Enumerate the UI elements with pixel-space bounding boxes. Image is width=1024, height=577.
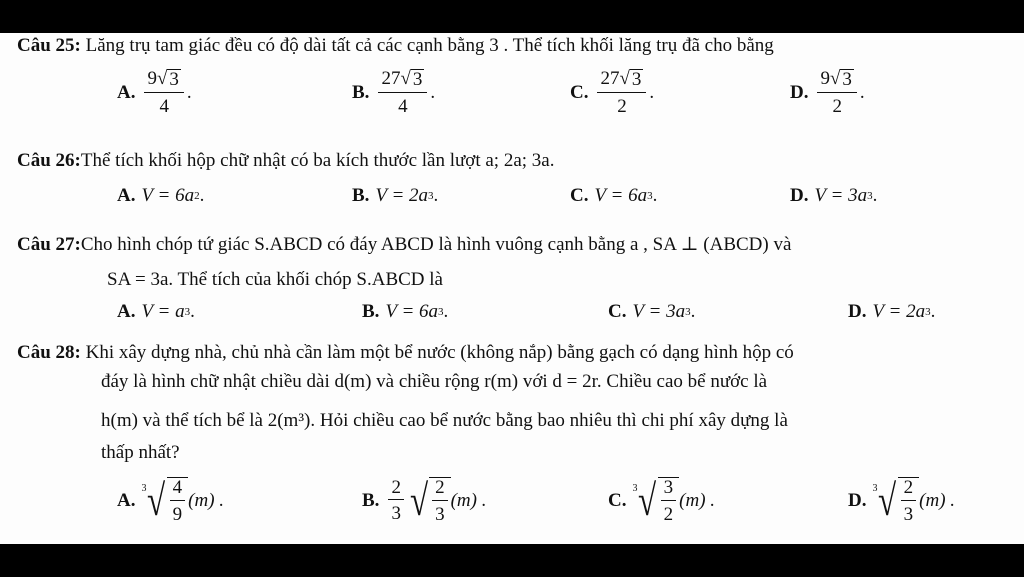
question-number: Câu 25: (17, 35, 81, 56)
q25-option-c[interactable]: C. 27 √ 3 2 . (570, 68, 655, 117)
fraction: 9 √ 3 4 (144, 69, 183, 117)
cube-root: 3 √ $\frac{3}{2}$ (632, 477, 679, 525)
option-label: A. (117, 81, 136, 103)
q27-option-b[interactable]: B. V = 6a 3 . (362, 301, 449, 322)
question-number: Câu 27: (17, 234, 81, 255)
q28-option-b[interactable]: B. $\frac{2}{3}$ √ $\frac{2}{3}$ (m) . (362, 475, 487, 525)
q28-option-a[interactable]: A. 3 √ $\frac{4}{9}$ (m) . (117, 475, 225, 525)
question-28-line2: đáy là hình chữ nhật chiều dài d(m) và chiều rộng r(m) với d = 2r. Chiều cao bể nước là (101, 371, 768, 392)
question-25 (17, 35, 774, 57)
q28-option-d[interactable]: D. 3 √ $\frac{2}{3}$ (m) . (848, 475, 956, 525)
cube-root: 3 √ $\frac{4}{9}$ (141, 477, 188, 525)
document-page (0, 33, 1024, 544)
q26-option-d[interactable]: D. V = 3a 3 . (790, 185, 878, 206)
q26-option-b[interactable]: B. V = 2a 3 . (352, 185, 439, 206)
cube-root: 3 √ $\frac{2}{3}$ (872, 477, 919, 525)
question-number: Câu 28: (17, 342, 81, 363)
q27-option-c[interactable]: C. V = 3a 3 . (608, 301, 696, 322)
question-28 (17, 342, 794, 364)
q27-option-a[interactable]: A. V = a 3 . (117, 301, 195, 322)
fraction: 27 √ 3 2 (597, 69, 646, 117)
q26-option-a[interactable]: A. V = 6a 2 . (117, 185, 205, 206)
option-label: C. (570, 81, 589, 103)
question-text: Lăng trụ tam giác đều có độ dài tất cả các cạnh bằng 3 . Thể tích khối lăng trụ đã cho bằng (80, 35, 774, 56)
q28-option-c[interactable]: C. 3 √ $\frac{3}{2}$ (m) . (608, 475, 716, 525)
question-27-line2: SA = 3a. Thể tích của khối chóp S.ABCD là (107, 269, 443, 290)
fraction: 9 √ 3 2 (817, 69, 856, 117)
option-label: D. (790, 81, 809, 103)
question-text: Khi xây dựng nhà, chủ nhà cần làm một bể nước (không nắp) bằng gạch có dạng hình hộp có (80, 342, 794, 363)
question-28-line3: h(m) và thể tích bể là 2(m³). Hỏi chiều cao bể nước bằng bao nhiêu thì chi phí xây dựng là (101, 410, 788, 431)
q25-option-d[interactable]: D. 9 √ 3 2 . (790, 68, 865, 117)
option-label: B. (352, 81, 370, 103)
square-root: √ $\frac{2}{3}$ (407, 477, 451, 525)
question-text: Cho hình chóp tứ giác S.ABCD có đáy ABCD là hình vuông cạnh bằng a , SA ⊥ (ABCD) và (80, 234, 792, 255)
question-number: Câu 26: (17, 150, 81, 171)
question-26 (17, 150, 554, 172)
question-text: Thể tích khối hộp chữ nhật có ba kích thước lần lượt a; 2a; 3a. (80, 150, 555, 171)
q25-option-b[interactable]: B. 27 √ 3 4 . (352, 68, 436, 117)
question-28-line4: thấp nhất? (101, 442, 180, 463)
q25-option-a[interactable]: A. 9 √ 3 4 . (117, 68, 192, 117)
question-27 (17, 233, 791, 256)
q26-option-c[interactable]: C. V = 6a 3 . (570, 185, 658, 206)
q27-option-d[interactable]: D. V = 2a 3 . (848, 301, 936, 322)
fraction: 27 √ 3 4 (378, 69, 427, 117)
